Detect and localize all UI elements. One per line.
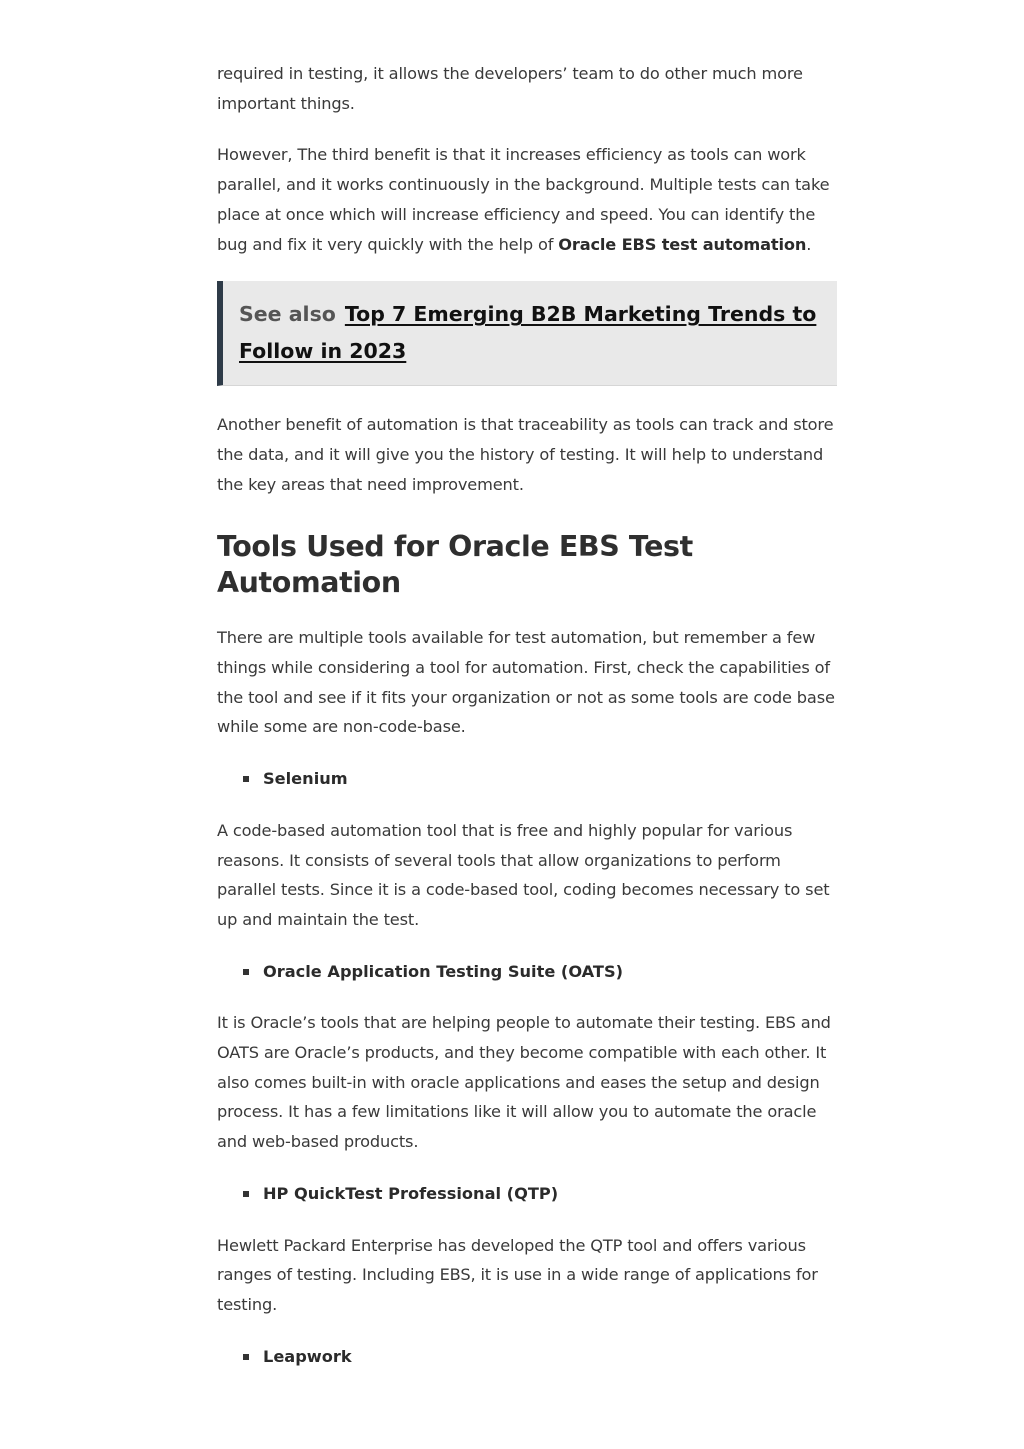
tool-name: Selenium: [263, 769, 348, 789]
section-heading: Tools Used for Oracle EBS Test Automation: [217, 530, 693, 600]
square-bullet-icon: [243, 1191, 249, 1197]
square-bullet-icon: [243, 1354, 249, 1360]
tool-description-oats: It is Oracle’s tools that are helping people to automate their testing. EBS and OATS are Oracle’s products, and they become compatible with each other. It also comes built-in with oracle applications and eases the setup and design process. It has a few limitations like it will allow you to automate the oracle and web-based products.: [217, 1013, 831, 1152]
paragraph-third-benefit: [217, 140, 837, 259]
tool-description-qtp: Hewlett Packard Enterprise has developed the QTP tool and offers various ranges of testing. Including EBS, it is use in a wide range of applications for testing.: [217, 1235, 818, 1314]
third-benefit-period: .: [806, 234, 812, 254]
square-bullet-icon: [243, 969, 249, 975]
see-also-box: [217, 281, 837, 386]
tool-list-leapwork: [217, 1342, 837, 1372]
tool-list-oats: [217, 957, 837, 987]
paragraph-traceability: Another benefit of automation is that traceability as tools can track and store the data, and it will give you the history of testing. It will help to understand the key areas that need improvement.: [217, 415, 834, 494]
see-also-label: See also: [239, 302, 336, 327]
tool-item-selenium: [217, 764, 837, 794]
paragraph-tools-intro: There are multiple tools available for test automation, but remember a few things while considering a tool for automation. First, check the capabilities of the tool and see if it fits your organization or not as some tools are code base while some are non-code-base.: [217, 628, 835, 737]
paragraph-developers-team: required in testing, it allows the developers’ team to do other much more important things.: [217, 64, 803, 113]
tool-item-qtp: [217, 1179, 837, 1209]
square-bullet-icon: [243, 776, 249, 782]
tool-name: Leapwork: [263, 1346, 352, 1366]
see-also-link[interactable]: Top 7 Emerging B2B Marketing Trends to Follow in 2023: [239, 302, 817, 363]
tool-list-qtp: [217, 1179, 837, 1209]
tool-description-selenium: A code-based automation tool that is free and highly popular for various reasons. It consists of several tools that allow organizations to perform parallel tests. Since it is a code-based tool, coding becomes necessary to set up and maintain the test.: [217, 820, 830, 929]
oracle-ebs-test-automation-bold: Oracle EBS test automation: [558, 234, 807, 254]
tool-name: Oracle Application Testing Suite (OATS): [263, 961, 624, 981]
tool-list-selenium: [217, 764, 837, 794]
third-benefit-text: However, The third benefit is that it increases efficiency as tools can work parallel, and it works continuously in the background. Multiple tests can take place at once which will increase efficiency and speed. You can identify the bug and fix it very quickly with the help of: [217, 145, 830, 254]
tool-item-leapwork: [217, 1342, 837, 1372]
tool-item-oats: [217, 957, 837, 987]
article-body: [217, 59, 837, 1393]
tool-name: HP QuickTest Professional (QTP): [263, 1183, 559, 1203]
